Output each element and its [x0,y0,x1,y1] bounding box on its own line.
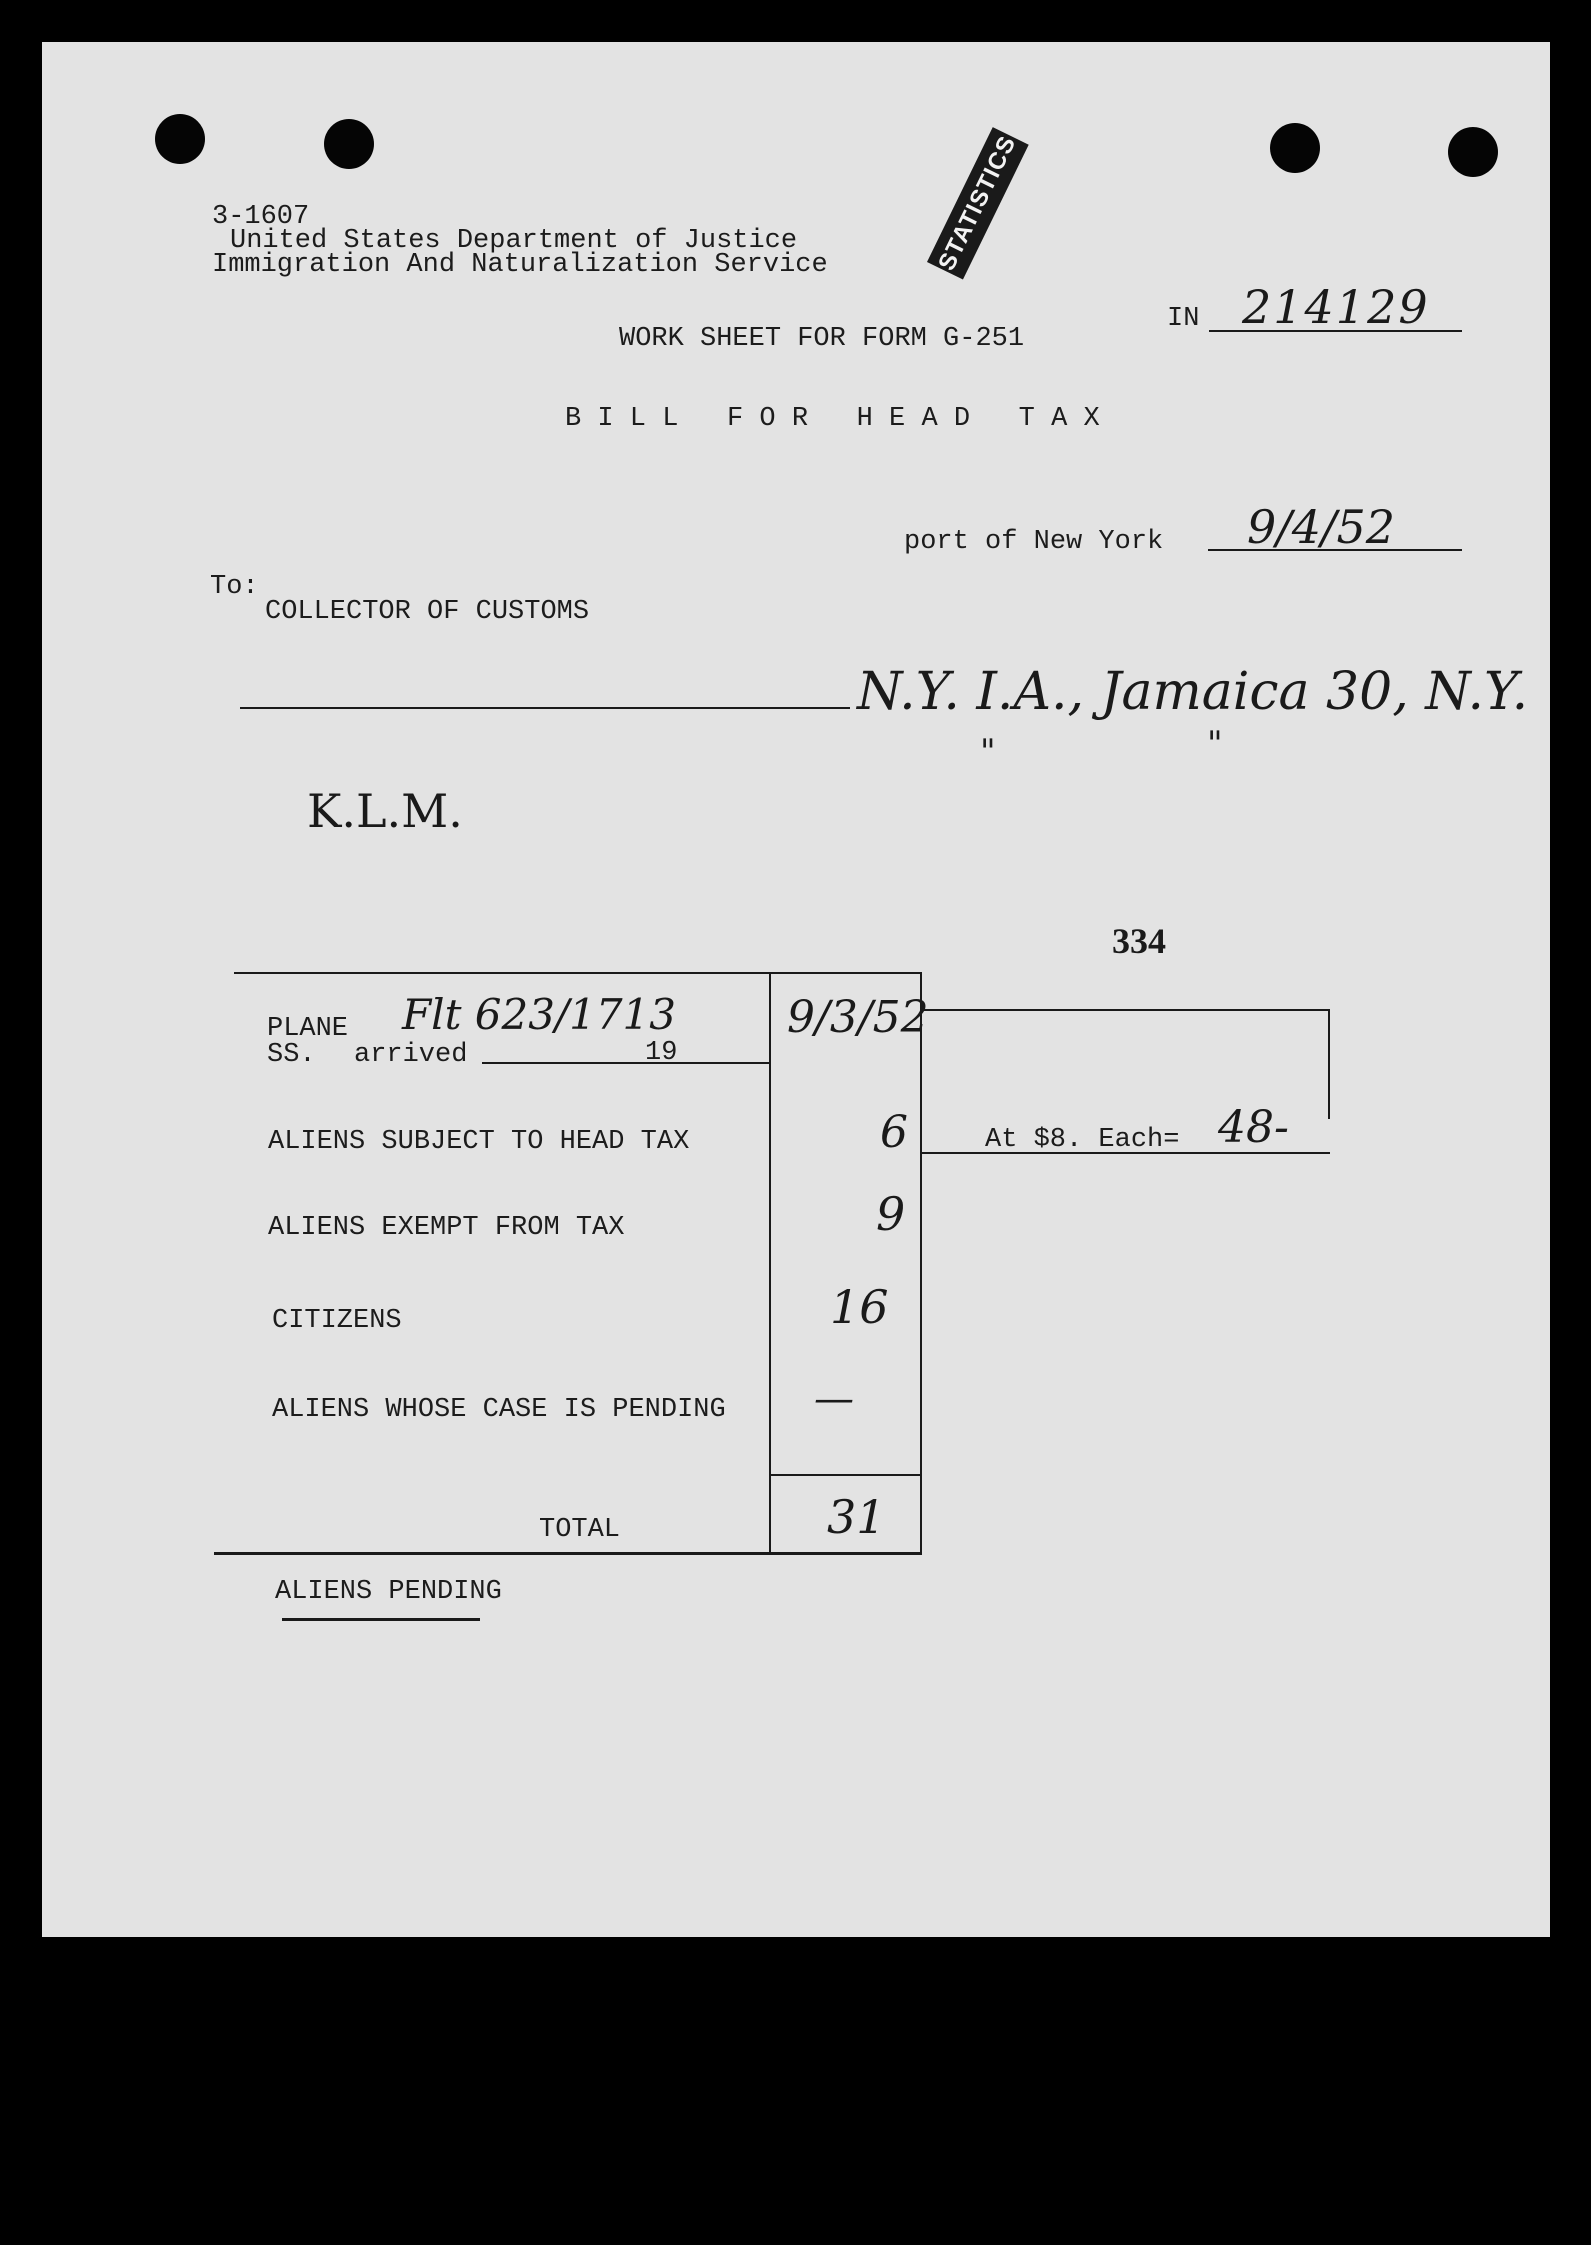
table-divider-left [769,972,771,1552]
row-label-subject-to-tax: ALIENS SUBJECT TO HEAD TAX [268,1127,690,1157]
carrier-handwritten: K.L.M. [307,784,463,838]
row-label-exempt: ALIENS EXEMPT FROM TAX [268,1213,625,1243]
table-divider-right [920,972,922,1552]
form-number: 3-1607 [212,202,310,232]
to-label: To: [210,572,259,602]
ditto-mark-right: " [1207,724,1223,764]
location-handwritten: N.Y. I.A., Jamaica 30, N.Y. [857,662,1529,722]
collector-name: COLLECTOR OF CUSTOMS [265,597,590,627]
worksheet-title: WORK SHEET FOR FORM G-251 [619,324,1025,354]
row-value-subject-to-tax: 6 [880,1107,908,1158]
punch-hole-2 [324,119,374,169]
port-date: 9/4/52 [1247,500,1396,554]
row-label-citizens: CITIZENS [272,1306,402,1336]
row-value-citizens: 16 [830,1280,889,1334]
plane-label: PLANE [267,1014,349,1044]
year-prefix: 19 [645,1038,678,1068]
sheet-number: 334 [1112,921,1166,961]
aliens-pending-label: ALIENS PENDING [275,1577,502,1607]
rate-box-top [922,1009,1330,1011]
ss-label: SS. [267,1040,316,1070]
total-value: 31 [827,1490,886,1544]
rate-text: At $8. Each= [985,1125,1180,1155]
port-label: port of New York [904,527,1164,557]
aliens-pending-underline [282,1618,480,1621]
table-total-rule [771,1474,921,1476]
total-label: TOTAL [539,1515,621,1545]
row-value-pending: — [814,1376,854,1422]
punch-hole-3 [1270,123,1320,173]
in-label: IN [1167,304,1200,334]
statistics-stamp: STATISTICS [927,127,1029,279]
in-number: 214129 [1242,280,1430,334]
agency-line-2: Immigration And Naturalization Service [212,250,828,280]
rate-box-right [1328,1009,1330,1119]
punch-hole-4 [1448,127,1498,177]
flight-handwritten: Flt 623/1713 [402,990,677,1039]
table-bottom-rule [214,1552,922,1555]
document-page [42,42,1550,1937]
row-value-exempt: 9 [876,1187,906,1241]
bill-title: B I L L F O R H E A D T A X [565,404,1100,434]
agency-line-1: United States Department of Justice [230,226,798,256]
table-top-rule [234,972,922,974]
address-underline [240,707,850,709]
rate-amount: 48- [1218,1102,1289,1153]
row-label-pending: ALIENS WHOSE CASE IS PENDING [272,1395,726,1425]
arrived-underline-ext [682,1062,769,1064]
arrived-label: arrived [354,1040,468,1070]
ditto-mark-left: " [980,732,996,772]
punch-hole-1 [155,114,205,164]
arrival-date: 9/3/52 [787,992,929,1043]
